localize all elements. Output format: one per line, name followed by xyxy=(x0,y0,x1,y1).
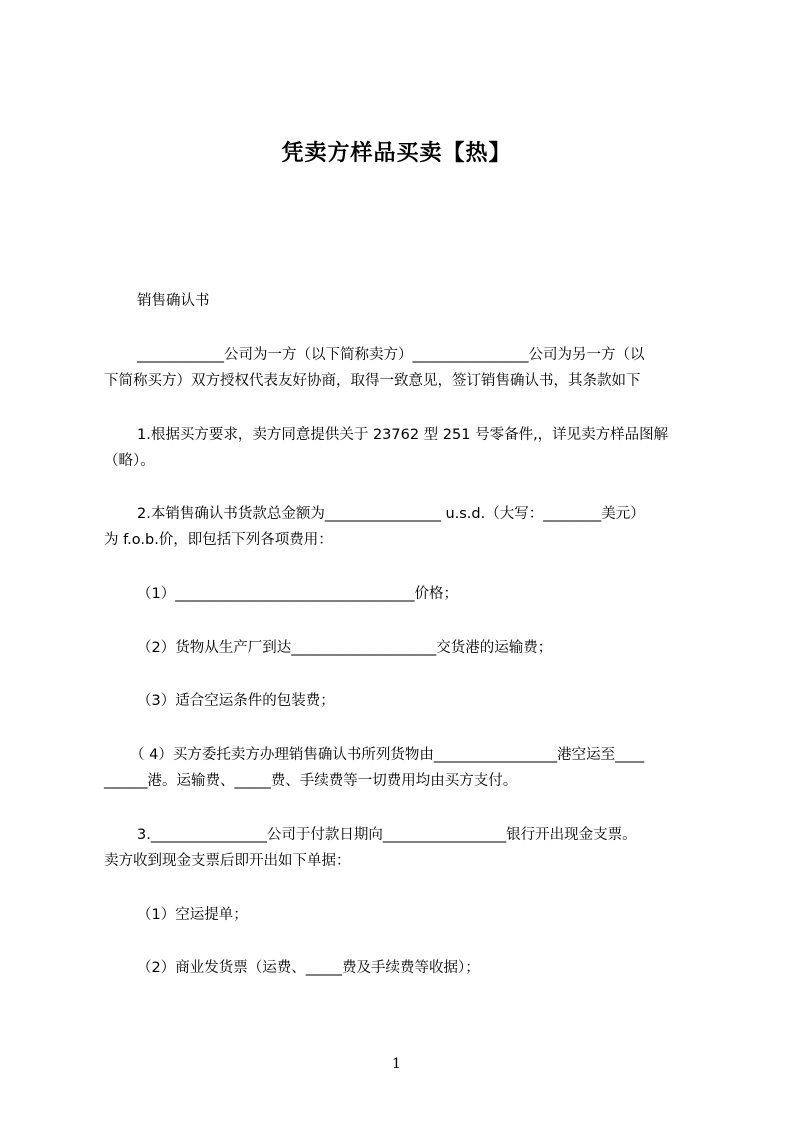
section-heading: 销售确认书 xyxy=(137,293,210,309)
document-item-1: （1）空运提单； xyxy=(137,907,248,923)
fee-item-3: （3）适合空运条件的包装费； xyxy=(137,693,335,709)
clause-1-line-2: （略）。 xyxy=(104,453,155,469)
fee-item-2: （2）货物从生产厂到达____________________交货港的运输费； xyxy=(137,640,553,656)
intro-line-1: ____________公司为一方（以下简称卖方）________________公司为另一方（以 xyxy=(137,347,645,363)
fee-item-1: （1）_________________________________价格； xyxy=(137,586,458,602)
clause-3-line-1: 3.________________公司于付款日期向_________________银行开出现金支票。 xyxy=(137,827,637,843)
clause-3-line-2: 卖方收到现金支票后即开出如下单据： xyxy=(104,853,351,869)
document-item-2: （2）商业发货票（运费、_____费及手续费等收据）； xyxy=(137,960,480,976)
page-number: 1 xyxy=(392,1056,401,1072)
clause-2-line-1: 2.本销售确认书货款总金额为________________ u.s.d.（大写：________美元） xyxy=(137,506,645,522)
intro-line-2: 下简称买方）双方授权代表友好协商，取得一致意见，签订销售确认书，其条款如下 xyxy=(104,373,641,389)
fee-item-4-line-2: ______港。运输费、_____费、手续费等一切费用均由买方支付。 xyxy=(104,773,518,789)
clause-2-line-2: 为 f.o.b.价，即包括下列各项费用： xyxy=(104,532,333,548)
clause-1-line-1: 1.根据买方要求，卖方同意提供关于 23762 型 251 号零备件,，详见卖方样品图解 xyxy=(137,427,669,443)
document-title: 凭卖方样品买卖【热】 xyxy=(281,141,512,166)
fee-item-4-line-1: （ 4）买方委托卖方办理销售确认书所列货物由_________________港空运至____ xyxy=(130,747,645,763)
